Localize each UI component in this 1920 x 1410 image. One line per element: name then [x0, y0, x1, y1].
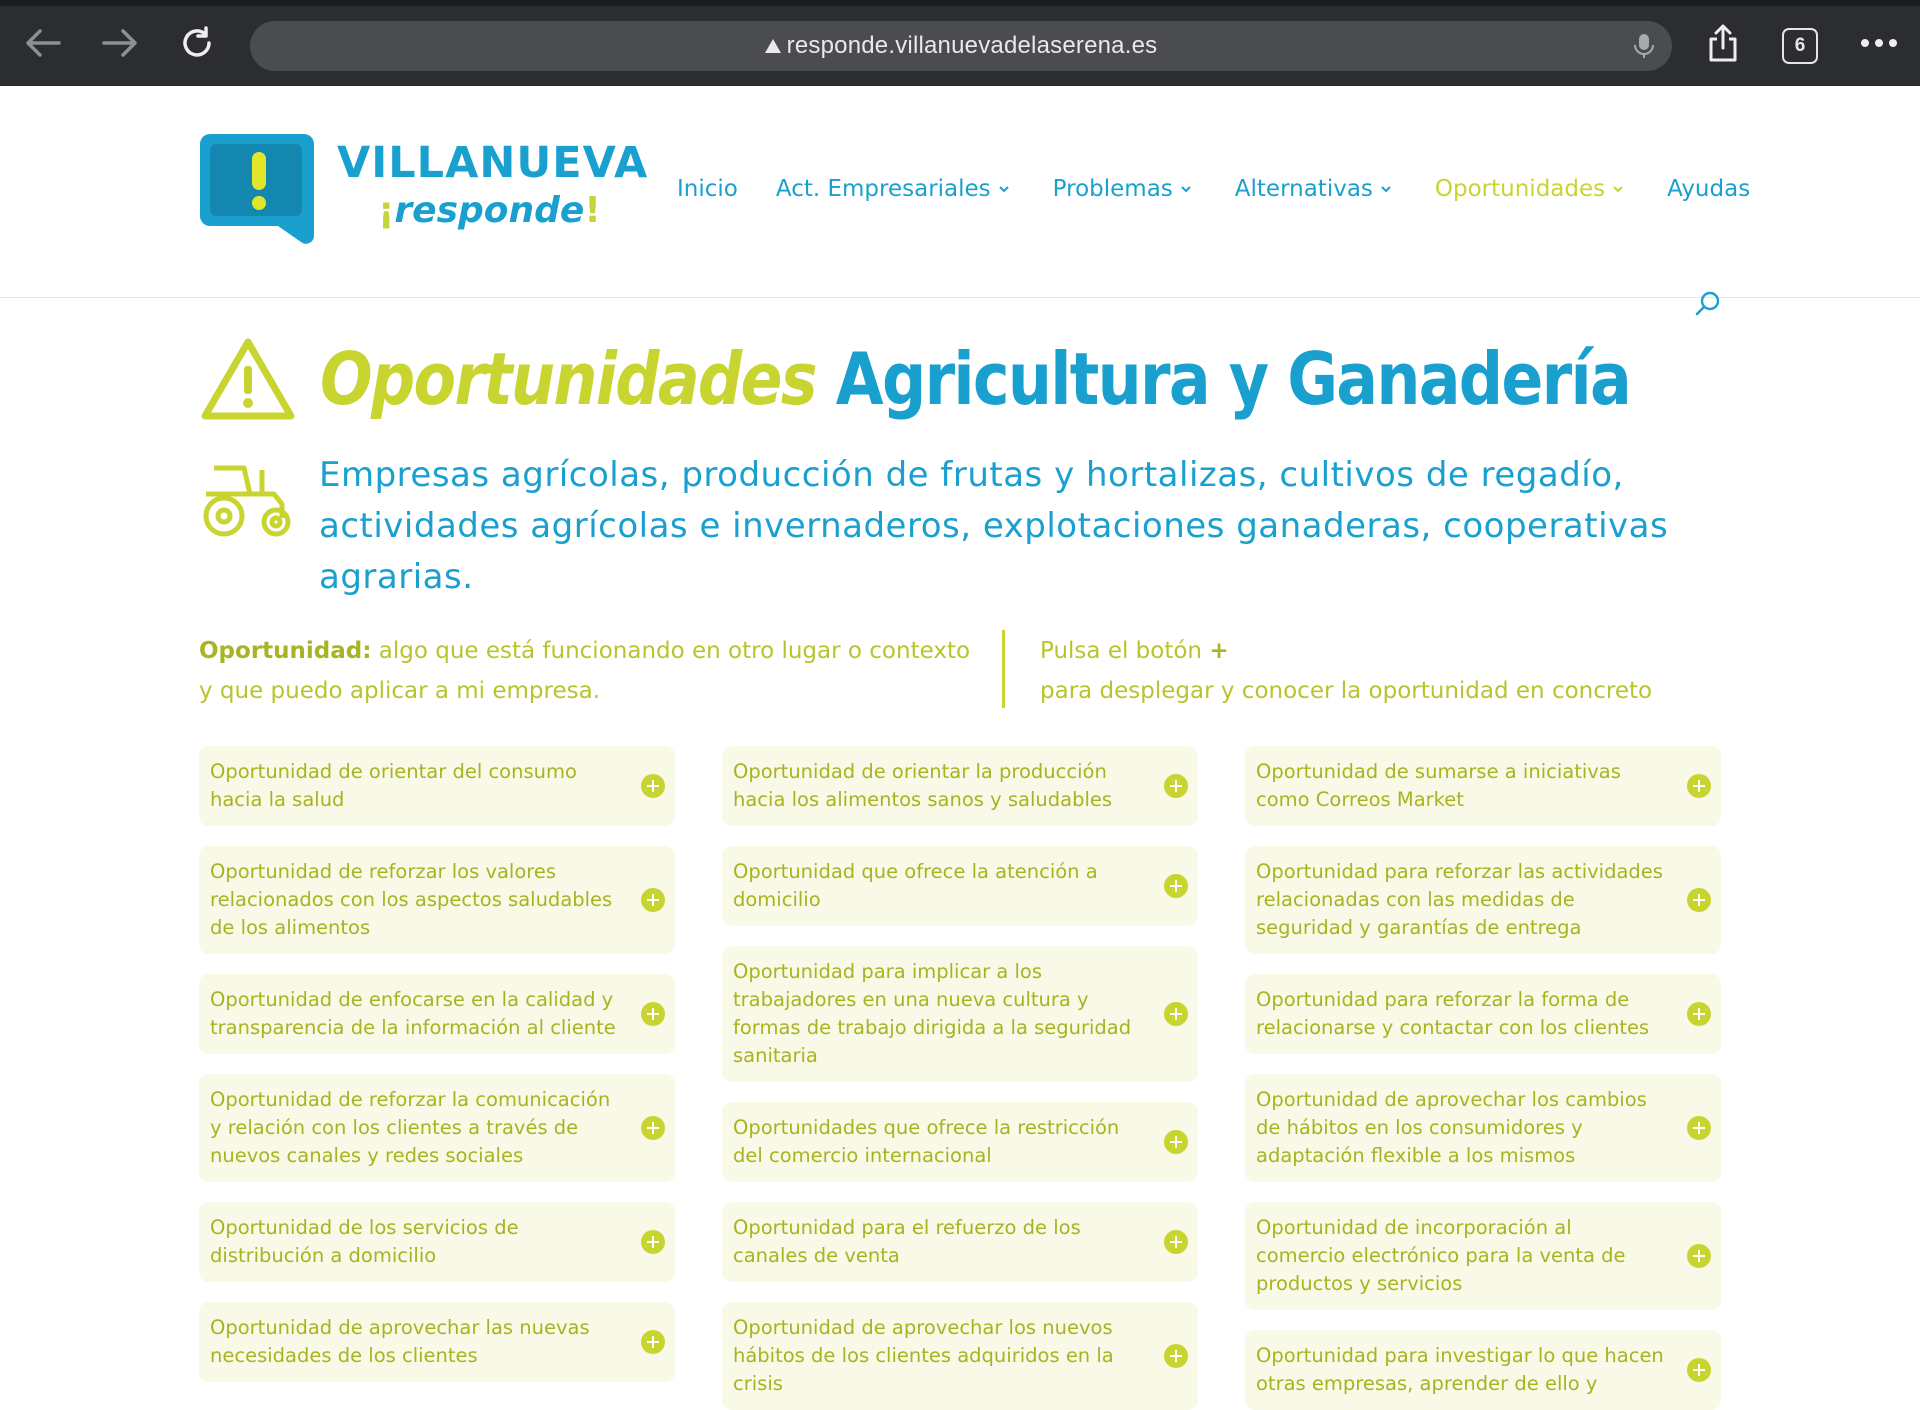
plus-circle-icon[interactable] — [641, 1330, 665, 1354]
plus-circle-icon[interactable] — [641, 1002, 665, 1026]
speech-bubble-exclamation-icon — [200, 130, 320, 250]
site-logo[interactable] — [200, 130, 650, 252]
opportunity-card[interactable] — [722, 746, 1198, 826]
forward-button[interactable] — [95, 18, 145, 68]
plus-circle-icon[interactable] — [1687, 1358, 1711, 1382]
opportunity-column-1 — [199, 746, 675, 1382]
opportunity-label: Oportunidad de enfocarse en la calidad y transparencia de la información al cliente — [210, 988, 616, 1039]
opportunity-label: Oportunidad para el refuerzo de los canales de venta — [733, 1216, 1081, 1267]
opportunity-label: Oportunidad de reforzar los valores relacionados con los aspectos saludables de los alimentos — [210, 860, 613, 939]
opportunity-column-3 — [1245, 746, 1721, 1410]
nav-oportunidades[interactable]: Oportunidades — [1435, 176, 1625, 202]
plus-circle-icon[interactable] — [641, 774, 665, 798]
back-button[interactable] — [18, 18, 68, 68]
definition-text: Oportunidad: algo que está funcionando en otro lugar o contexto y que puedo aplicar a mi empresa. — [199, 638, 971, 704]
opportunity-card[interactable] — [199, 746, 675, 826]
nav-ayudas[interactable]: Ayudas — [1667, 176, 1751, 202]
logo-tagline: ¡responde! — [378, 190, 601, 231]
logo-wordmark: VILLANUEVA — [337, 138, 649, 188]
plus-circle-icon[interactable] — [641, 888, 665, 912]
search-icon[interactable] — [1694, 290, 1722, 318]
opportunity-label: Oportunidad para reforzar las actividades relacionadas con las medidas de seguridad y garantías de entrega — [1256, 860, 1663, 939]
tractor-icon — [200, 460, 296, 540]
opportunity-label: Oportunidad de orientar del consumo hacia la salud — [210, 760, 577, 811]
opportunity-label: Oportunidad de aprovechar las nuevas necesidades de los clientes — [210, 1316, 590, 1367]
page-title: Oportunidades Agricultura y Ganadería — [320, 337, 1631, 421]
page-subtitle: Empresas agrícolas, producción de frutas y hortalizas, cultivos de regadío, actividades agrícolas e invernaderos, explotaciones ganaderas, cooperativas agrarias. — [319, 455, 1669, 597]
microphone-icon[interactable] — [1630, 32, 1658, 60]
more-dots-icon — [1860, 38, 1898, 48]
opportunity-card[interactable] — [199, 1074, 675, 1182]
tab-count-button[interactable]: 6 — [1782, 28, 1818, 64]
browser-toolbar — [0, 0, 1920, 86]
warning-triangle-icon — [200, 336, 296, 422]
opportunity-label: Oportunidades que ofrece la restricción del comercio internacional — [733, 1116, 1120, 1167]
plus-circle-icon[interactable] — [1164, 874, 1188, 898]
opportunity-card[interactable] — [722, 846, 1198, 926]
chevron-down-icon — [1179, 182, 1193, 196]
chevron-down-icon — [997, 182, 1011, 196]
url-text: responde.villanuevadelaserena.es — [786, 32, 1158, 59]
plus-circle-icon[interactable] — [1164, 1230, 1188, 1254]
plus-circle-icon[interactable] — [1687, 888, 1711, 912]
reload-icon — [179, 25, 215, 61]
arrow-right-icon — [102, 28, 138, 58]
opportunity-label: Oportunidad para investigar lo que hacen otras empresas, aprender de ello y — [1256, 1344, 1664, 1395]
opportunity-label: Oportunidad de aprovechar los nuevos hábitos de los clientes adquiridos en la crisis — [733, 1316, 1114, 1395]
opportunity-card[interactable] — [1245, 746, 1721, 826]
opportunity-card[interactable] — [1245, 974, 1721, 1054]
info-divider — [1002, 630, 1005, 708]
chevron-down-icon — [1379, 182, 1393, 196]
plus-circle-icon[interactable] — [1164, 1130, 1188, 1154]
opportunity-card[interactable] — [1245, 846, 1721, 954]
plus-circle-icon[interactable] — [1687, 774, 1711, 798]
plus-circle-icon[interactable] — [641, 1230, 665, 1254]
opportunity-label: Oportunidad de sumarse a iniciativas como Correos Market — [1256, 760, 1621, 811]
main-nav — [677, 176, 1750, 202]
opportunity-label: Oportunidad para reforzar la forma de relacionarse y contactar con los clientes — [1256, 988, 1650, 1039]
opportunity-card[interactable] — [199, 1202, 675, 1282]
opportunity-card[interactable] — [199, 974, 675, 1054]
nav-problemas[interactable]: Problemas — [1053, 176, 1193, 202]
nav-inicio[interactable]: Inicio — [677, 176, 738, 202]
opportunity-label: Oportunidad que ofrece la atención a domicilio — [733, 860, 1098, 911]
opportunity-label: Oportunidad de aprovechar los cambios de hábitos en los consumidores y adaptación flexible a los mismos — [1256, 1088, 1647, 1167]
chevron-down-icon — [1611, 182, 1625, 196]
opportunity-card[interactable] — [1245, 1074, 1721, 1182]
plus-circle-icon[interactable] — [1687, 1244, 1711, 1268]
opportunity-label: Oportunidad de los servicios de distribución a domicilio — [210, 1216, 519, 1267]
address-bar[interactable] — [250, 21, 1672, 71]
share-button[interactable] — [1698, 18, 1748, 68]
plus-circle-icon[interactable] — [1687, 1002, 1711, 1026]
tab-strip — [0, 0, 1920, 6]
opportunity-label: Oportunidad de orientar la producción hacia los alimentos sanos y saludables — [733, 760, 1113, 811]
opportunity-card[interactable] — [722, 1302, 1198, 1410]
opportunity-card[interactable] — [722, 1202, 1198, 1282]
plus-circle-icon[interactable] — [641, 1116, 665, 1140]
nav-alternativas[interactable]: Alternativas — [1235, 176, 1393, 202]
more-menu-button[interactable] — [1854, 18, 1904, 68]
nav-act-empresariales[interactable]: Act. Empresariales — [776, 176, 1011, 202]
opportunity-card[interactable] — [199, 846, 675, 954]
opportunity-label: Oportunidad de incorporación al comercio electrónico para la venta de productos y servicios — [1256, 1216, 1626, 1295]
share-icon — [1706, 24, 1740, 62]
opportunity-card[interactable] — [1245, 1202, 1721, 1310]
expand-hint: Pulsa el botón + para desplegar y conocer la oportunidad en concreto — [1040, 638, 1653, 704]
plus-circle-icon[interactable] — [1164, 1344, 1188, 1368]
opportunity-card[interactable] — [1245, 1330, 1721, 1410]
arrow-left-icon — [25, 28, 61, 58]
warning-icon — [765, 39, 781, 53]
opportunity-label: Oportunidad de reforzar la comunicación y relación con los clientes a través de nuevos canales y redes sociales — [210, 1088, 611, 1167]
plus-circle-icon[interactable] — [1687, 1116, 1711, 1140]
opportunity-label: Oportunidad para implicar a los trabajadores en una nueva cultura y formas de trabajo dirigida a la seguridad sanitaria — [733, 960, 1132, 1067]
opportunity-card[interactable] — [199, 1302, 675, 1382]
opportunity-card[interactable] — [722, 1102, 1198, 1182]
site-header — [0, 86, 1920, 298]
reload-button[interactable] — [172, 18, 222, 68]
plus-circle-icon[interactable] — [1164, 1002, 1188, 1026]
opportunity-column-2 — [722, 746, 1198, 1410]
plus-circle-icon[interactable] — [1164, 774, 1188, 798]
opportunity-card[interactable] — [722, 946, 1198, 1082]
